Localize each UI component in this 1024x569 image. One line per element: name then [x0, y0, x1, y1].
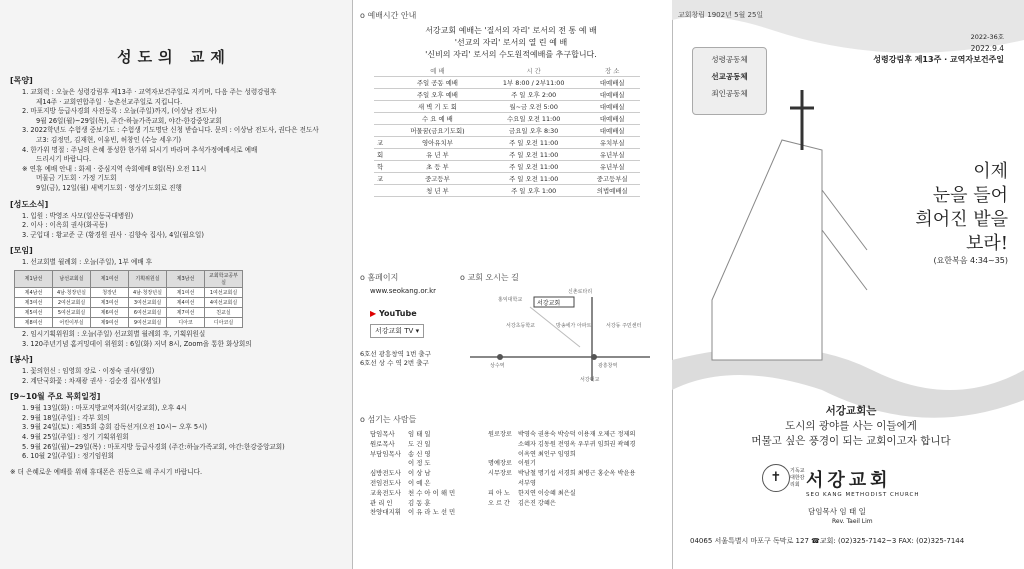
homepage-link[interactable]: www.seokang.or.kr — [370, 287, 436, 295]
staff-row: 관 리 인 김 동 훈 — [370, 498, 431, 507]
staff-block — [360, 410, 660, 517]
homepage-heading: o 홈페이지 — [360, 272, 460, 283]
middle-panel — [352, 0, 672, 569]
notice-line: ※ 연휴 예배 안내 : 화제 · 중심지역 속회예배 8일(목) 오전 11시 — [22, 164, 207, 173]
left-panel — [0, 0, 352, 569]
pastor-name-en: Rev. Taeil Lim — [832, 518, 873, 525]
meeting-line: 1. 선교회별 월례회 : 오늘(주일), 1부 예배 후 — [22, 258, 153, 267]
news-line: 3. 군입대 : 황교준 군 (황경원 권사 · 김향숙 집사), 4일(월요일) — [22, 230, 204, 239]
intro-line: '신비의 자리' 로서의 수도원적예배를 추구합니다. — [425, 50, 597, 59]
notice-line: 1. 교회력 : 오늘은 성령강림후 제13주 · 교역자보건주일로 지키며, 다음 주는 성령강림후 — [22, 88, 277, 96]
staff-row: 명예장로 이원기 — [488, 460, 536, 468]
notice-line: 고3: 김정민, 김재현, 이유빈, 허창인 (수능 세우기) — [36, 135, 182, 144]
news-line: 1. 입원 : 박영조 사모(일산동국대병원) — [22, 211, 134, 220]
schedule-line: 1. 9월 13일(화) : 마포지방교역자회(서강교회), 오후 4시 — [22, 404, 187, 413]
notice-line: 9일(금), 12일(월) 새벽기도회 · 영상기도회로 진행 — [36, 183, 182, 192]
staff-row: 서부영 — [518, 479, 536, 487]
staff-row: 원로장로 박영숙 권용숙 박승덕 이용재 오제근 정제의 — [488, 431, 636, 438]
svg-text:서강교회: 서강교회 — [537, 300, 561, 307]
staff-heading: o 섬기는 사람들 — [360, 414, 660, 425]
svg-text:서강초등학교: 서강초등학교 — [506, 323, 535, 329]
community-box — [692, 47, 767, 115]
staff-row: 이옥연 최인구 임영희 — [518, 450, 576, 458]
homepage-block — [360, 268, 460, 368]
meeting-line: 2. 임시기획위원회 : 오늘(주일) 선교회별 월례회 후, 기획위원실 — [22, 329, 206, 338]
subway-line: 6호선 광흥창역 1번 출구 — [360, 350, 431, 358]
page-title: 성도의 교제 — [117, 48, 231, 66]
schedule-line: 4. 9월 25일(주일) : 정기 기획위원회 — [22, 433, 129, 442]
verse-reference: (요한복음 4:34~35) — [933, 256, 1008, 265]
issue-info — [873, 32, 1004, 65]
community-label: 선교공동체 — [711, 72, 748, 81]
staff-row: 원로목사 도 건 일 — [370, 439, 431, 448]
staff-row: 전임전도사 이 예 은 — [370, 478, 431, 487]
svg-text:상수역: 상수역 — [490, 363, 505, 369]
staff-list-right — [488, 430, 660, 508]
directions-block — [460, 268, 660, 383]
staff-row: 이 정 도 — [408, 459, 431, 468]
schedule-line: 5. 9월 26일(월)~29일(목) : 마포지방 등급사경회 (주간:하늘가족교회, 야간:한강중앙교회) — [22, 442, 285, 451]
staff-row: 부담임목사 송 신 영 — [370, 449, 431, 458]
church-emblem-icon: ✝ — [762, 464, 790, 492]
meeting-line: 3. 120주년기념 홈커밍데이 위원회 : 6일(화) 저녁 8시, Zoom을 통한 화상회의 — [22, 339, 252, 348]
directions-heading: o 교회 오시는 길 — [460, 272, 660, 283]
staff-row: 찬양대지휘 이 유 라 노 선 민 — [370, 508, 456, 517]
svg-text:서강대교: 서강대교 — [580, 377, 600, 383]
staff-row: 담임목사 임 태 일 — [370, 430, 431, 438]
verse-line: 이제 — [973, 161, 1008, 182]
notice-line: 3. 2022학년도 수험생 중보기도 : 수험생 기도명단 신청 받습니다. 문의 : 이상남 전도사, 권다은 전도사 — [22, 126, 319, 135]
notice-line: 머물금 기도회 · 가정 기도회 — [36, 174, 117, 183]
mission-line: 서강교회는 — [825, 405, 877, 417]
staff-row: 피 아 노 한지연 이승혜 최은실 — [488, 489, 576, 497]
staff-list-left — [370, 430, 490, 518]
section-heading-service: [봉사] — [10, 355, 33, 365]
service-line: 1. 꽃의헌신 : 임영희 장로 · 이정숙 권사(생일) — [22, 367, 155, 376]
youtube-label[interactable]: ▶ YouTube — [370, 309, 417, 318]
church-logo-block — [762, 466, 962, 525]
issue-date: 2022.9.4 — [970, 44, 1004, 53]
denomination: 기독교대한감리회 — [790, 468, 805, 488]
verse-line: 눈을 들어 — [932, 185, 1008, 206]
news-line: 2. 이사 : 이옥희 권사(화곡동) — [22, 221, 108, 230]
staff-row: 교육전도사 천 수 아 이 해 민 — [370, 488, 456, 497]
schedule-line: 6. 10월 2일(주일) : 정기임원회 — [22, 452, 114, 461]
youtube-icon: ▶ — [370, 309, 377, 318]
notice-line: 2. 마포지방 등급사경회 사전등록 : 오늘(주일)까지, (이상남 전도사) — [22, 107, 217, 116]
intro-line: '선교의 자리' 로서의 열 린 예 배 — [454, 38, 568, 47]
mission-line: 도시의 광야를 사는 이들에게 — [785, 420, 917, 432]
notice-line: 9월 26일(월)~29일(목), 주간-하늘가족교회, 야간-한강중앙교회 — [36, 116, 222, 125]
svg-text:신촌로타리: 신촌로타리 — [568, 289, 593, 295]
verse-line: 희어진 밭을 — [915, 209, 1008, 230]
service-line: 2. 계단국화꽃 : 차재광 권사 · 김순경 집사(생일) — [22, 376, 161, 385]
worship-heading: o 예배시간 안내 — [360, 10, 662, 21]
svg-text:서강동 주민센터: 서강동 주민센터 — [606, 323, 642, 329]
schedule-line: 3. 9월 24일(토) : 제35회 총회 감독선거(오전 10시~ 오후 5시) — [22, 423, 208, 432]
staff-row: 오 르 간 김은진 강혜은 — [488, 499, 556, 507]
location-map[interactable] — [460, 287, 656, 383]
section-heading-news: [성도소식] — [10, 199, 49, 209]
meeting-room-table: 제1남선 남선교회실 제1여선 기획위원실 제3남선 교회학교공부실 제4남선 4남·청장년실 청장년 4남·청장년실 제1여선 1여선교회실 제3여선 2여선교회실 제3여선 3여선교회실 제4여선 4여선교회실 제5여선 5여선교회실 제6여선 6여선교회실 제7여선 친교실 제8여선 어린이부실 제9여선 9여선교회실 디아코 디아코실 — [14, 270, 243, 328]
footer-note: ※ 더 은혜로운 예배를 위해 휴대폰은 진동으로 해 주시기 바랍니다. — [10, 467, 203, 476]
staff-row: 심방전도사 이 상 남 — [370, 469, 431, 478]
mission-statement — [696, 404, 1006, 449]
cover-verse — [915, 160, 1008, 266]
youtube-channel-select[interactable]: 서강교회 TV ▾ — [370, 324, 424, 338]
section-heading-pastoral: [목양] — [10, 76, 33, 85]
issue-number: 2022-36호 — [970, 33, 1004, 41]
church-name: 서강교회 — [806, 470, 892, 491]
subway-line: 6호선 상 수 역 2번 출구 — [360, 359, 429, 367]
subway-info — [360, 350, 460, 368]
svg-text:방송에가 아파트: 방송에가 아파트 — [556, 323, 592, 329]
schedule-line: 2. 9월 18일(주일) : 각부 회의 — [22, 413, 110, 422]
community-label: 죄인공동체 — [711, 89, 748, 98]
svg-text:홍익대학교: 홍익대학교 — [498, 297, 523, 303]
worship-intro — [360, 25, 662, 61]
sunday-name: 성령강림후 제13주 · 교역자보건주일 — [873, 55, 1004, 64]
church-address: 04065 서울특별시 마포구 독막로 127 ☎교회: (02)325-7142~3 FAX: (02)325-7144 — [690, 537, 965, 545]
svg-text:광흥창역: 광흥창역 — [598, 363, 618, 369]
staff-row: 소혜자 김동원 전영옥 우부귀 임희권 곽혜경 — [518, 440, 636, 448]
pastor-name: 담임목사 임 태 일 — [808, 507, 866, 516]
notice-line: 드리시기 바랍니다. — [36, 155, 92, 164]
intro-line: 서강교회 예배는 '질서의 자리' 로서의 전 통 예 배 — [425, 26, 597, 35]
community-label: 성령공동체 — [711, 55, 748, 64]
staff-row: 시무장로 박남철 명기섭 서경희 최병근 홍순옥 박윤용 — [488, 470, 636, 478]
worship-table: 예 배 시 간 장 소 주일 공동 예배 1부 8:00 / 2부11:00 대예배실 주일 오후 예배 주 일 오후 2:00 대예배실 새 벽 기 도 회 월~금 오전 5:00 대예배실 수 요 예 배 수요일 오전 11:00 대예배실 머물꿈(금요기도회) 금요일 오후 8:30 대예배실 교 영아유치부 주 일 오전 11:00 유치부실 회 유 년 부 주 일 오전 11:00 유년부실 학 초 등 부 주 일 오전 11:00 유년부실 교 중고등부 주 일 오전 11:00 중고등부실 청 년 부 주 일 오후 1:00 의법예배실 — [374, 65, 640, 197]
cover-panel — [672, 0, 1024, 569]
section-heading-meetings: [모임] — [10, 246, 33, 256]
notice-line: 4. 한가위 명절 : 주님의 은혜 풍성한 한가위 되시기 바라며 추석가정예배서로 예배 — [22, 145, 258, 154]
section-heading-schedule: [9~10월 주요 목회일정] — [10, 392, 101, 402]
notice-line: 제14주 · 교회연합주일 · 농촌선교주일로 지킵니다. — [36, 97, 183, 106]
founded-date: 교회창립 1902년 5월 25일 — [678, 11, 764, 19]
church-name-en: SEO KANG METHODIST CHURCH — [806, 492, 920, 498]
verse-line: 보라! — [965, 233, 1008, 254]
mission-line: 머물고 싶은 풍경이 되는 교회이고자 합니다 — [751, 435, 951, 447]
